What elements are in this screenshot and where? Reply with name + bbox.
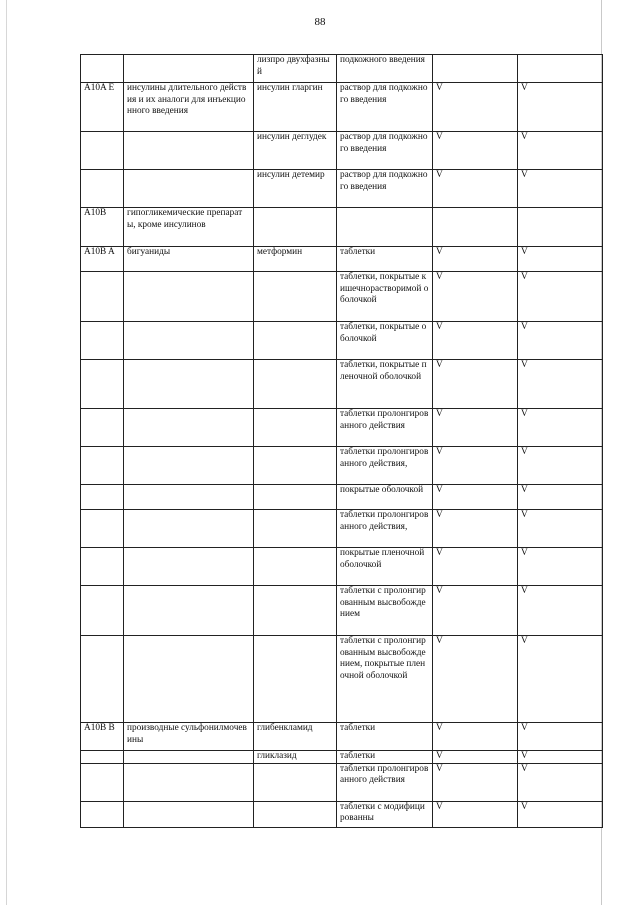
inn-name-cell	[254, 586, 337, 636]
pharmacological-group-cell	[124, 548, 254, 586]
atc-code-cell	[81, 360, 124, 409]
mark-column-1-cell: V	[433, 247, 518, 272]
mark-column-2-cell: V	[518, 83, 603, 132]
atc-code-cell: A10A E	[81, 83, 124, 132]
atc-code-cell	[81, 447, 124, 485]
inn-name-cell	[254, 801, 337, 827]
dosage-form-cell: таблетки, покрытые оболочкой	[337, 322, 433, 360]
atc-code-cell	[81, 751, 124, 764]
inn-name-cell: гликлазид	[254, 751, 337, 764]
mark-column-2-cell: V	[518, 447, 603, 485]
pharmacological-group-cell	[124, 586, 254, 636]
table-row	[81, 322, 603, 360]
inn-name-cell	[254, 322, 337, 360]
atc-code-cell	[81, 548, 124, 586]
mark-column-2-cell	[518, 55, 603, 83]
pharmacological-group-cell	[124, 409, 254, 447]
mark-column-2-cell: V	[518, 751, 603, 764]
mark-column-1-cell: V	[433, 83, 518, 132]
atc-code-cell	[81, 322, 124, 360]
inn-name-cell	[254, 548, 337, 586]
dosage-form-cell: таблетки с пролонгированным высвобождением, покрытые пленочной оболочкой	[337, 636, 433, 723]
mark-column-2-cell: V	[518, 170, 603, 208]
mark-column-2-cell: V	[518, 510, 603, 548]
mark-column-1-cell: V	[433, 548, 518, 586]
mark-column-2-cell: V	[518, 801, 603, 827]
mark-column-2-cell	[518, 208, 603, 247]
inn-name-cell	[254, 447, 337, 485]
atc-code-cell	[81, 409, 124, 447]
mark-column-1-cell: V	[433, 485, 518, 510]
table-row	[81, 208, 603, 247]
mark-column-1-cell: V	[433, 801, 518, 827]
pharmacological-group-cell	[124, 636, 254, 723]
atc-code-cell: A10B A	[81, 247, 124, 272]
dosage-form-cell: раствор для подкожного введения	[337, 170, 433, 208]
pharmacological-group-cell	[124, 801, 254, 827]
mark-column-1-cell: V	[433, 360, 518, 409]
mark-column-2-cell: V	[518, 360, 603, 409]
mark-column-2-cell: V	[518, 723, 603, 751]
mark-column-1-cell: V	[433, 409, 518, 447]
table-row	[81, 763, 603, 801]
pharmacological-group-cell	[124, 322, 254, 360]
dosage-form-cell: покрытые пленочной оболочкой	[337, 548, 433, 586]
page-number: 88	[314, 16, 326, 28]
table-row	[81, 447, 603, 485]
table-row	[81, 586, 603, 636]
mark-column-1-cell: V	[433, 636, 518, 723]
dosage-form-cell: таблетки пролонгированного действия,	[337, 447, 433, 485]
dosage-form-cell: раствор для подкожного введения	[337, 132, 433, 170]
inn-name-cell	[254, 409, 337, 447]
table-row	[81, 83, 603, 132]
atc-code-cell: A10B B	[81, 723, 124, 751]
inn-name-cell	[254, 510, 337, 548]
atc-code-cell: A10B	[81, 208, 124, 247]
atc-code-cell	[81, 55, 124, 83]
mark-column-1-cell: V	[433, 272, 518, 322]
table-row	[81, 247, 603, 272]
inn-name-cell	[254, 485, 337, 510]
atc-code-cell	[81, 272, 124, 322]
inn-name-cell: инсулин детемир	[254, 170, 337, 208]
mark-column-1-cell: V	[433, 763, 518, 801]
pharmacological-group-cell	[124, 751, 254, 764]
inn-name-cell: глибенкламид	[254, 723, 337, 751]
dosage-form-cell: покрытые оболочкой	[337, 485, 433, 510]
inn-name-cell	[254, 208, 337, 247]
table-row	[81, 801, 603, 827]
mark-column-1-cell: V	[433, 723, 518, 751]
atc-code-cell	[81, 586, 124, 636]
table-row	[81, 409, 603, 447]
inn-name-cell: инсулин гларгин	[254, 83, 337, 132]
atc-code-cell	[81, 801, 124, 827]
mark-column-1-cell: V	[433, 170, 518, 208]
dosage-form-cell: таблетки	[337, 751, 433, 764]
mark-column-2-cell: V	[518, 322, 603, 360]
table-row	[81, 723, 603, 751]
atc-code-cell	[81, 763, 124, 801]
inn-name-cell: инсулин деглудек	[254, 132, 337, 170]
table-row	[81, 170, 603, 208]
inn-name-cell	[254, 360, 337, 409]
dosage-form-cell: таблетки пролонгированного действия	[337, 763, 433, 801]
table-row	[81, 751, 603, 764]
mark-column-1-cell: V	[433, 751, 518, 764]
atc-code-cell	[81, 170, 124, 208]
pharmacological-group-cell	[124, 763, 254, 801]
pharmacological-group-cell: гипогликемические препараты, кроме инсулинов	[124, 208, 254, 247]
table-row	[81, 272, 603, 322]
inn-name-cell: метформин	[254, 247, 337, 272]
mark-column-2-cell: V	[518, 272, 603, 322]
mark-column-2-cell: V	[518, 247, 603, 272]
pharmacological-group-cell: бигуаниды	[124, 247, 254, 272]
dosage-form-cell: таблетки пролонгированного действия	[337, 409, 433, 447]
pharmacological-group-cell	[124, 447, 254, 485]
table-row	[81, 360, 603, 409]
table-row	[81, 55, 603, 83]
atc-code-cell	[81, 132, 124, 170]
table-row	[81, 132, 603, 170]
dosage-form-cell	[337, 208, 433, 247]
pharmacological-group-cell	[124, 510, 254, 548]
pharmacological-group-cell	[124, 485, 254, 510]
inn-name-cell	[254, 763, 337, 801]
mark-column-1-cell	[433, 55, 518, 83]
mark-column-2-cell: V	[518, 763, 603, 801]
mark-column-1-cell: V	[433, 586, 518, 636]
mark-column-2-cell: V	[518, 548, 603, 586]
mark-column-1-cell	[433, 208, 518, 247]
mark-column-2-cell: V	[518, 409, 603, 447]
atc-code-cell	[81, 636, 124, 723]
mark-column-1-cell: V	[433, 510, 518, 548]
mark-column-2-cell: V	[518, 132, 603, 170]
dosage-form-cell: таблетки	[337, 247, 433, 272]
pharmacological-group-cell	[124, 132, 254, 170]
table-body	[81, 55, 603, 828]
inn-name-cell	[254, 272, 337, 322]
atc-code-cell	[81, 510, 124, 548]
pharmacological-group-cell: инсулины длительного действия и их аналоги для инъекционного введения	[124, 83, 254, 132]
dosage-form-cell: таблетки, покрытые кишечнорастворимой оболочкой	[337, 272, 433, 322]
pharmacological-group-cell	[124, 272, 254, 322]
table-row	[81, 485, 603, 510]
mark-column-1-cell: V	[433, 132, 518, 170]
table-row	[81, 548, 603, 586]
table-row	[81, 636, 603, 723]
pharmacological-group-cell: производные сульфонилмочевины	[124, 723, 254, 751]
mark-column-2-cell: V	[518, 636, 603, 723]
dosage-form-cell: таблетки, покрытые пленочной оболочкой	[337, 360, 433, 409]
pharmacological-group-cell	[124, 170, 254, 208]
mark-column-1-cell: V	[433, 322, 518, 360]
mark-column-1-cell: V	[433, 447, 518, 485]
atc-code-cell	[81, 485, 124, 510]
dosage-form-cell: таблетки с модифицированны	[337, 801, 433, 827]
pharmacological-group-cell	[124, 55, 254, 83]
dosage-form-cell: раствор для подкожного введения	[337, 83, 433, 132]
dosage-form-cell: таблетки пролонгированного действия,	[337, 510, 433, 548]
table-row	[81, 510, 603, 548]
mark-column-2-cell: V	[518, 485, 603, 510]
scan-left-edge	[6, 0, 7, 905]
pharmacological-group-cell	[124, 360, 254, 409]
inn-name-cell: лизпро двухфазный	[254, 55, 337, 83]
drug-list-table	[80, 54, 603, 828]
inn-name-cell	[254, 636, 337, 723]
mark-column-2-cell: V	[518, 586, 603, 636]
dosage-form-cell: таблетки с пролонгированным высвобождением	[337, 586, 433, 636]
dosage-form-cell: таблетки	[337, 723, 433, 751]
dosage-form-cell: подкожного введения	[337, 55, 433, 83]
